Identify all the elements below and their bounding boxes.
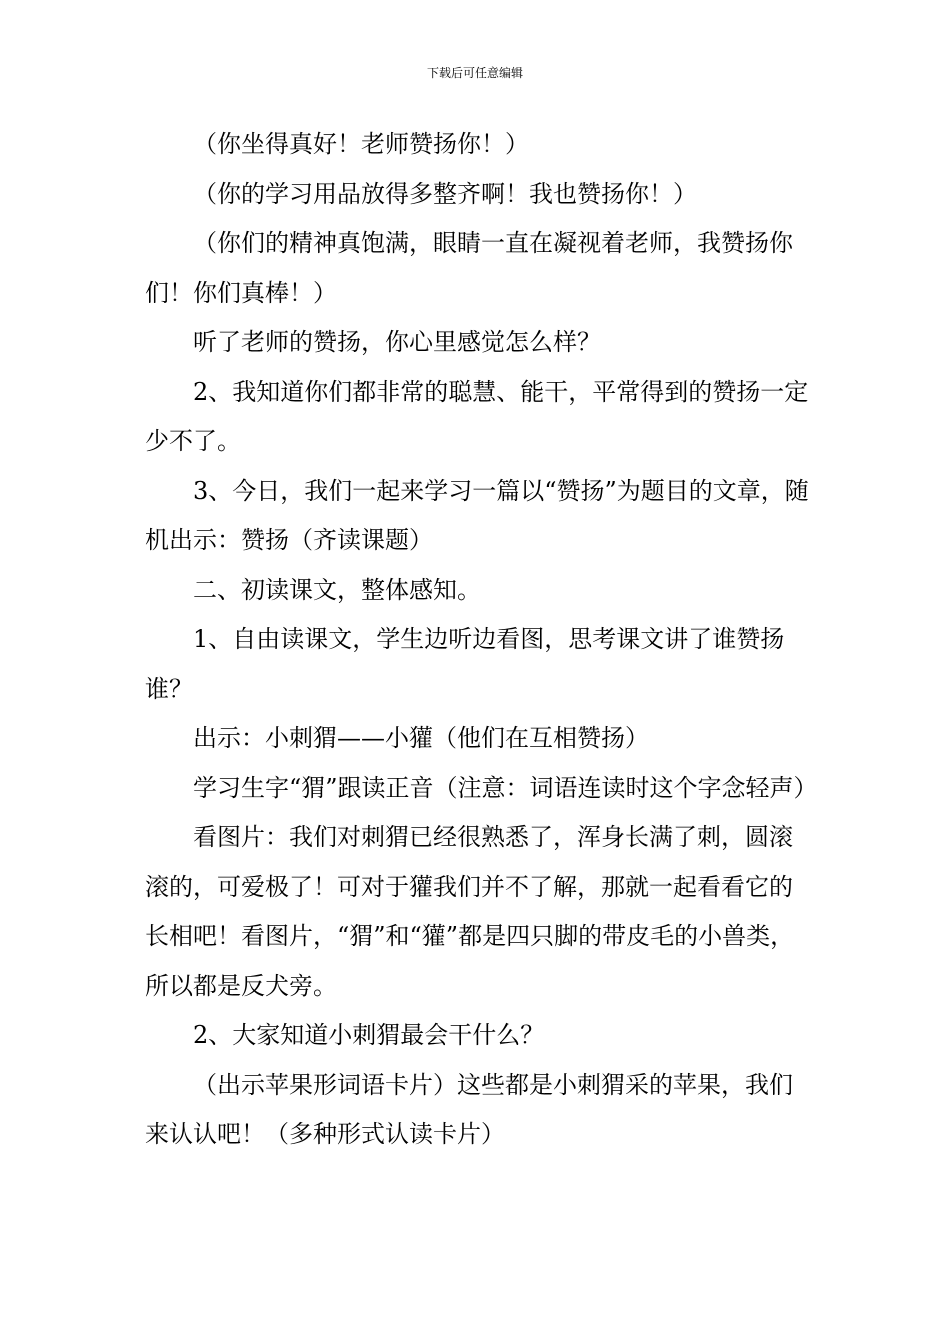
paragraph: 3、今日，我们一起来学习一篇以“赞扬”为题目的文章，随机出示：赞扬（齐读课题） — [145, 476, 809, 554]
paragraph: 学习生字“猬”跟读正音（注意：词语连读时这个字念轻声） — [193, 773, 818, 802]
paragraph: （你的学习用品放得多整齐啊！我也赞扬你！） — [193, 179, 697, 208]
document-body — [145, 120, 818, 1160]
paragraph: 出示：小刺猬——小獾（他们在互相赞扬） — [193, 724, 649, 752]
paragraph: 听了老师的赞扬，你心里感觉怎么样？ — [193, 328, 601, 356]
paragraph: （你们的精神真饱满，眼睛一直在凝视着老师，我赞扬你们！你们真棒！） — [145, 229, 793, 307]
paragraph: 2、我知道你们都非常的聪慧、能干，平常得到的赞扬一定少不了。 — [145, 377, 809, 455]
paragraph: 2、大家知道小刺猬最会干什么？ — [193, 1021, 545, 1049]
section-heading: 二、初读课文，整体感知。 — [193, 575, 481, 604]
paragraph: （出示苹果形词语卡片）这些都是小刺猬采的苹果，我们来认认吧！（多种形式认读卡片） — [145, 1070, 793, 1148]
paragraph: （你坐得真好！老师赞扬你！） — [193, 130, 529, 158]
paragraph: 看图片：我们对刺猬已经很熟悉了，浑身长满了刺，圆滚滚的，可爱极了！可对于獾我们并不了解，那就一起看看它的长相吧！看图片，“猬”和“獾”都是四只脚的带皮毛的小兽类，所以都是反犬旁。 — [145, 823, 795, 1000]
page-header: 下载后可任意编辑 — [426, 66, 523, 80]
paragraph: 1、自由读课文，学生边听边看图，思考课文讲了谁赞扬谁？ — [145, 625, 785, 703]
